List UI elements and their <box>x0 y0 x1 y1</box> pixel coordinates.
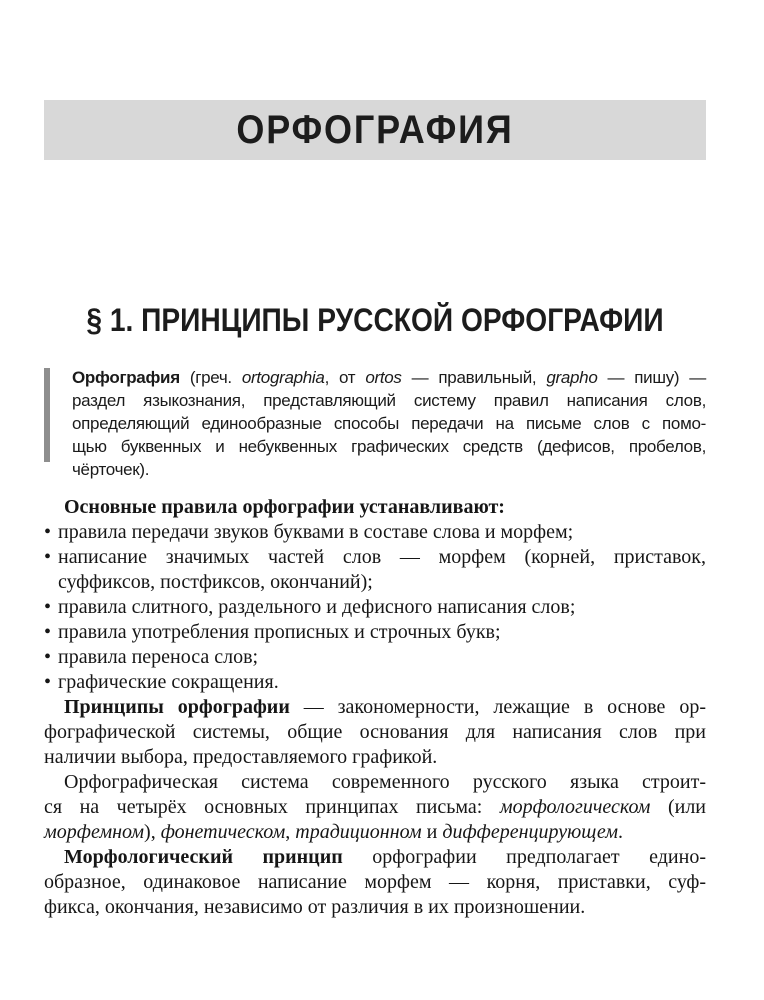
paragraphs <box>44 695 706 920</box>
text-line <box>72 366 706 389</box>
italic-text: морфологическом <box>499 796 651 818</box>
definition-accent-bar <box>44 368 50 462</box>
text-line <box>44 695 706 720</box>
italic-text: ortos <box>365 368 402 387</box>
bullet-marker: • <box>44 646 52 668</box>
paragraph <box>44 695 706 770</box>
text-line <box>44 795 706 820</box>
chapter-header-band <box>44 100 706 160</box>
text-line <box>44 770 706 795</box>
text-run: ), <box>144 821 161 843</box>
text-line <box>72 435 706 458</box>
text-run: суффиксов, постфиксов, окончаний); <box>58 571 373 593</box>
definition-block <box>44 366 706 481</box>
bullet-marker: • <box>44 671 52 693</box>
italic-text: ortographia <box>241 368 325 387</box>
text-run: орфографии предполагает едино- <box>342 846 706 868</box>
intro-paragraph <box>44 495 706 520</box>
list-item <box>44 520 706 545</box>
list-item <box>44 670 706 695</box>
text-line <box>58 520 706 545</box>
paragraph <box>44 770 706 845</box>
text-line <box>72 389 706 412</box>
body-text <box>44 495 706 920</box>
text-line <box>72 412 706 435</box>
text-run: (или <box>650 796 707 818</box>
bold-text: Морфологический принцип <box>64 846 343 868</box>
list-item <box>44 620 706 645</box>
text-run: образное, одинаковое написание морфем — корня, приставки, суф- <box>44 871 706 893</box>
text-line <box>44 895 706 920</box>
bullet-marker: • <box>44 546 52 568</box>
chapter-title: ОРФОГРАФИЯ <box>236 107 514 152</box>
bullet-marker: • <box>44 621 52 643</box>
bullet-marker: • <box>44 521 52 543</box>
text-run: и <box>421 821 443 843</box>
text-run: фографической системы, общие основания для написания слов при <box>44 721 706 743</box>
text-line <box>44 820 706 845</box>
bullet-marker: • <box>44 596 52 618</box>
text-line <box>72 458 706 481</box>
section-title-text: § 1. ПРИНЦИПЫ РУССКОЙ ОРФОГРАФИИ <box>86 302 664 338</box>
text-run: ся на четырёх основных принципах письма: <box>44 796 500 818</box>
italic-text: морфемном <box>44 821 145 843</box>
text-run: (греч. <box>179 368 242 387</box>
paragraph <box>44 845 706 920</box>
text-run: раздел языкознания, представляющий систему правил написания слов, <box>72 391 706 410</box>
text-run: правила слитного, раздельного и дефисного написания слов; <box>58 596 576 618</box>
text-line <box>58 545 706 570</box>
text-line <box>58 670 706 695</box>
list-item <box>44 595 706 620</box>
text-run: . <box>618 821 624 843</box>
text-run: определяющий единообразные способы передачи на письме слов с помо- <box>72 414 706 433</box>
list-item <box>44 545 706 595</box>
italic-text: grapho <box>546 368 598 387</box>
text-run: чёрточек). <box>72 460 150 479</box>
text-run: правила употребления прописных и строчных букв; <box>58 621 501 643</box>
italic-text: дифференцирующем <box>442 821 619 843</box>
bold-text: Орфография <box>72 368 180 387</box>
text-run: правила переноса слов; <box>58 646 259 668</box>
text-line <box>44 720 706 745</box>
text-line <box>58 620 706 645</box>
text-run: написание значимых частей слов — морфем (корней, приставок, <box>58 546 706 568</box>
bold-text: Основные правила орфографии устанавливают: <box>64 496 505 518</box>
text-run: , от <box>324 368 366 387</box>
text-run: Орфографическая система современного русского языка строит- <box>64 771 706 793</box>
text-run: — пишу) — <box>597 368 706 387</box>
text-line <box>44 870 706 895</box>
bold-text: Принципы орфографии <box>64 696 290 718</box>
section-title <box>44 301 706 339</box>
text-line <box>44 495 706 520</box>
text-line <box>58 570 706 595</box>
text-line <box>58 645 706 670</box>
text-line <box>44 745 706 770</box>
definition-text <box>72 366 706 481</box>
text-line <box>58 595 706 620</box>
text-run: щью буквенных и небуквенных графических средств (дефисов, пробелов, <box>72 437 706 456</box>
italic-text: традиционном <box>295 821 422 843</box>
text-run: — правильный, <box>401 368 547 387</box>
rules-list <box>44 520 706 695</box>
list-item <box>44 645 706 670</box>
text-run: правила передачи звуков буквами в составе слова и морфем; <box>58 521 574 543</box>
text-run: фикса, окончания, независимо от различия в их произношении. <box>44 896 586 918</box>
italic-text: фонетическом <box>160 821 286 843</box>
text-run: графические сокращения. <box>58 671 279 693</box>
text-line <box>44 845 706 870</box>
text-run: — закономерности, лежащие в основе ор- <box>289 696 706 718</box>
text-run: наличии выбора, предоставляемого графикой. <box>44 746 438 768</box>
text-run: , <box>285 821 296 843</box>
